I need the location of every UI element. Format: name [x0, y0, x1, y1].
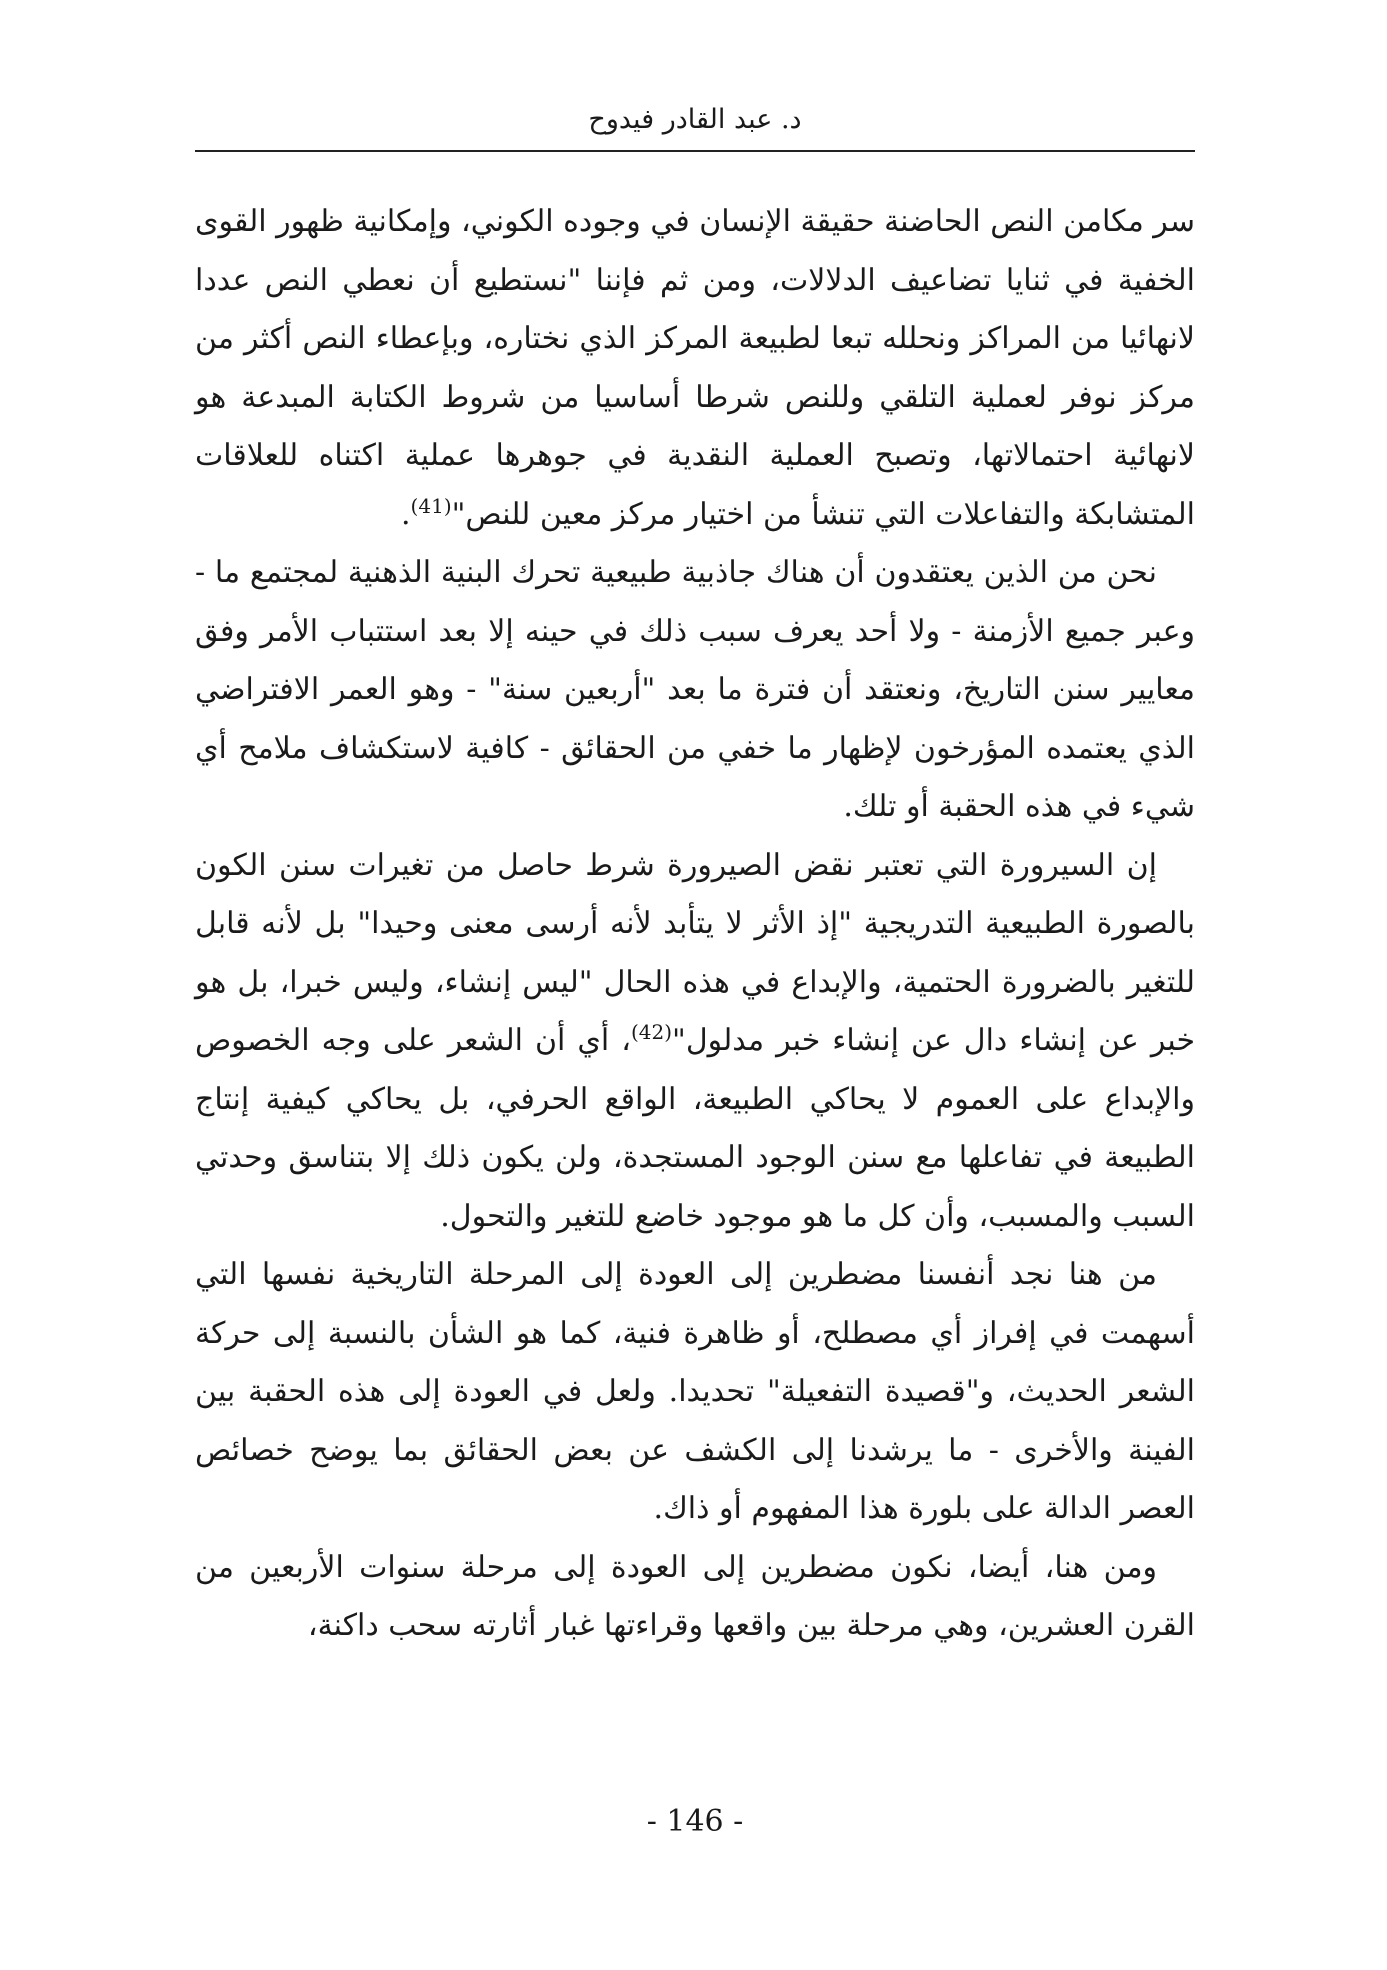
paragraph-2-text: نحن من الذين يعتقدون أن هناك جاذبية طبيعية تحرك البنية الذهنية لمجتمع ما - وعبر جميع الأزمنة - ولا أحد يعرف سبب ذلك في حينه إلا بعد استتباب الأمر وفق معايير سنن التاريخ، ونعتقد أن فترة ما بعد "أربعين سنة" - وهو العمر الافتراضي الذي يعتمده المؤرخون لإظهار ما خفي من الحقائق - كافية لاستكشاف ملامح أي شيء في هذه الحقبة أو تلك.	[195, 555, 1195, 824]
footnote-ref-42: (42)	[630, 1020, 673, 1044]
paragraph-1	[195, 193, 1195, 544]
paragraph-3-text: إن السيرورة التي تعتبر نقض الصيرورة شرط حاصل من تغيرات سنن الكون بالصورة الطبيعية التدريجية "إذ الأثر لا يتأبد لأنه أرسى معنى وحيدا" بل لأنه قابل للتغير بالضرورة الحتمية، والإبداع في هذه الحال "ليس إنشاء، وليس خبرا، بل هو خبر عن إنشاء دال عن إنشاء خبر مدلول"	[195, 847, 1195, 1058]
paragraph-4	[195, 1246, 1195, 1539]
header-divider	[195, 150, 1195, 152]
page-number: - 146 -	[646, 1804, 744, 1839]
running-header-author: د. عبد القادر فيدوح	[588, 104, 802, 135]
paragraph-3	[195, 837, 1195, 1247]
paragraph-4-text: من هنا نجد أنفسنا مضطرين إلى العودة إلى المرحلة التاريخية نفسها التي أسهمت في إفراز أي مصطلح، أو ظاهرة فنية، كما هو الشأن بالنسبة إلى حركة الشعر الحديث، و"قصيدة التفعيلة" تحديدا. ولعل في العودة إلى هذه الحقبة بين الفينة والأخرى - ما يرشدنا إلى الكشف عن بعض الحقائق بما يوضح خصائص العصر الدالة على بلورة هذا المفهوم أو ذاك.	[195, 1257, 1195, 1526]
footnote-ref-41: (41)	[410, 493, 452, 518]
body-text	[195, 193, 1195, 1656]
paragraph-5-text: ومن هنا، أيضا، نكون مضطرين إلى العودة إلى مرحلة سنوات الأربعين من القرن العشرين، وهي مرحلة بين واقعها وقراءتها غبار أثارته سحب داكنة،	[195, 1549, 1195, 1643]
paragraph-2	[195, 544, 1195, 837]
paragraph-1-end: .	[401, 496, 411, 532]
paragraph-3-end: ، أي أن الشعر على وجه الخصوص والإبداع على العموم لا يحاكي الطبيعة، الواقع الحرفي، بل يحاكي كيفية إنتاج الطبيعة في تفاعلها مع سنن الوجود المستجدة، ولن يكون ذلك إلا بتناسق وحدتي السبب والمسبب، وأن كل ما هو موجود خاضع للتغير والتحول.	[195, 1023, 1195, 1234]
paragraph-5	[195, 1539, 1195, 1656]
paragraph-1-text: سر مكامن النص الحاضنة حقيقة الإنسان في وجوده الكوني، وإمكانية ظهور القوى الخفية في ثنايا تضاعيف الدلالات، ومن ثم فإننا "نستطيع أن نعطي النص عددا لانهائيا من المراكز ونحلله تبعا لطبيعة المركز الذي نختاره، وبإعطاء النص أكثر من مركز نوفر لعملية التلقي وللنص شرطا أساسيا من شروط الكتابة المبدعة هو لانهائية احتمالاتها، وتصبح العملية النقدية في جوهرها عملية اكتناه للعلاقات المتشابكة والتفاعلات التي تنشأ من اختيار مركز معين للنص"	[195, 204, 1195, 532]
